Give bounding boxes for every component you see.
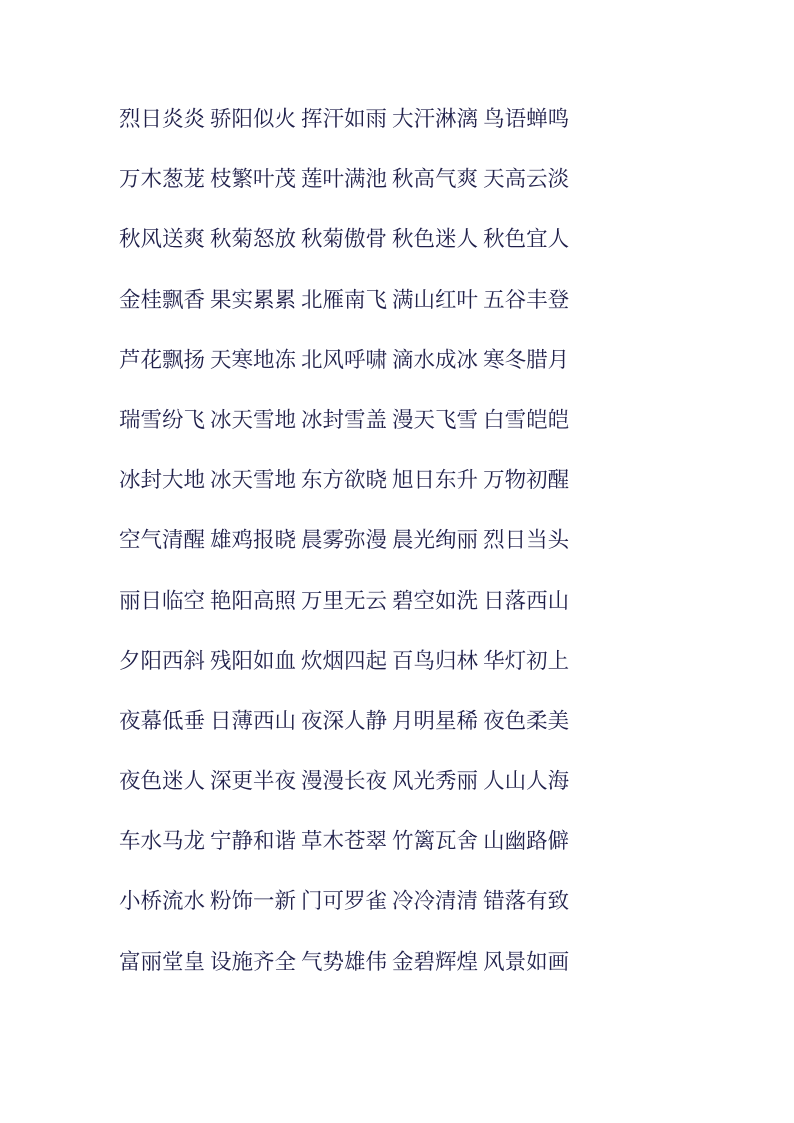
phrase: 万里无云 — [301, 588, 388, 614]
phrase: 气势雄伟 — [301, 949, 388, 975]
phrase: 设施齐全 — [210, 949, 297, 975]
phrase: 金桂飘香 — [119, 287, 206, 313]
phrase: 深更半夜 — [210, 769, 297, 795]
phrase: 车水马龙 — [119, 829, 206, 855]
phrase: 夜幕低垂 — [119, 708, 206, 734]
phrase-line — [119, 522, 719, 582]
phrase: 枝繁叶茂 — [210, 167, 297, 193]
phrase: 月明星稀 — [392, 708, 479, 734]
phrase: 冰天雪地 — [210, 468, 297, 494]
phrase: 粉饰一新 — [210, 889, 297, 915]
phrase: 富丽堂皇 — [119, 949, 206, 975]
phrase: 雄鸡报晓 — [210, 528, 297, 554]
phrase-line — [119, 823, 719, 883]
phrase: 骄阳似火 — [210, 107, 297, 132]
phrase-line — [119, 462, 719, 522]
phrase: 山幽路僻 — [483, 829, 570, 855]
phrase: 冰天雪地 — [210, 407, 297, 433]
phrase: 寒冬腊月 — [483, 347, 570, 373]
phrase: 艳阳高照 — [210, 588, 297, 614]
phrase: 风光秀丽 — [392, 769, 479, 795]
phrase-line — [119, 221, 719, 281]
phrase-line — [119, 883, 719, 943]
phrase: 莲叶满池 — [301, 167, 388, 193]
phrase-list — [119, 101, 719, 1004]
phrase-line — [119, 342, 719, 402]
phrase: 万物初醒 — [483, 468, 570, 494]
phrase: 秋菊傲骨 — [301, 227, 388, 253]
phrase: 风景如画 — [483, 949, 570, 975]
phrase: 夕阳西斜 — [119, 648, 206, 674]
phrase: 秋色迷人 — [392, 227, 479, 253]
phrase: 北风呼啸 — [301, 347, 388, 373]
phrase: 门可罗雀 — [301, 889, 388, 915]
phrase: 秋风送爽 — [119, 227, 206, 253]
phrase: 小桥流水 — [119, 889, 206, 915]
phrase: 天寒地冻 — [210, 347, 297, 373]
phrase: 秋色宜人 — [483, 227, 570, 253]
phrase: 夜色迷人 — [119, 769, 206, 795]
phrase: 北雁南飞 — [301, 287, 388, 313]
phrase: 冷冷清清 — [392, 889, 479, 915]
phrase: 挥汗如雨 — [301, 107, 388, 132]
phrase: 残阳如血 — [210, 648, 297, 674]
phrase: 瑞雪纷飞 — [119, 407, 206, 433]
phrase: 五谷丰登 — [483, 287, 570, 313]
phrase: 秋菊怒放 — [210, 227, 297, 253]
phrase: 丽日临空 — [119, 588, 206, 614]
phrase: 漫漫长夜 — [301, 769, 388, 795]
phrase: 金碧辉煌 — [392, 949, 479, 975]
phrase: 夜深人静 — [301, 708, 388, 734]
phrase: 夜色柔美 — [483, 708, 570, 734]
phrase: 满山红叶 — [392, 287, 479, 313]
phrase: 东方欲晓 — [301, 468, 388, 494]
phrase: 竹篱瓦舍 — [392, 829, 479, 855]
phrase: 草木苍翠 — [301, 829, 388, 855]
phrase: 大汗淋漓 — [392, 107, 479, 132]
phrase: 果实累累 — [210, 287, 297, 313]
phrase-line — [119, 703, 719, 763]
phrase: 碧空如洗 — [392, 588, 479, 614]
phrase: 天高云淡 — [483, 167, 570, 193]
phrase: 万木葱茏 — [119, 167, 206, 193]
phrase-line — [119, 282, 719, 342]
phrase: 秋高气爽 — [392, 167, 479, 193]
phrase: 烈日炎炎 — [119, 107, 206, 132]
phrase: 芦花飘扬 — [119, 347, 206, 373]
phrase: 滴水成冰 — [392, 347, 479, 373]
phrase: 人山人海 — [483, 769, 570, 795]
phrase-line — [119, 402, 719, 462]
phrase: 华灯初上 — [483, 648, 570, 674]
phrase: 晨雾弥漫 — [301, 528, 388, 554]
phrase: 晨光绚丽 — [392, 528, 479, 554]
phrase: 宁静和谐 — [210, 829, 297, 855]
phrase-line — [119, 763, 719, 823]
phrase: 错落有致 — [483, 889, 570, 915]
phrase: 百鸟归林 — [392, 648, 479, 674]
phrase: 烈日当头 — [483, 528, 570, 554]
phrase-line — [119, 944, 719, 1004]
phrase: 炊烟四起 — [301, 648, 388, 674]
phrase: 鸟语蝉鸣 — [483, 107, 570, 132]
phrase: 日落西山 — [483, 588, 570, 614]
phrase-line — [119, 161, 719, 221]
phrase-line — [119, 583, 719, 643]
phrase: 旭日东升 — [392, 468, 479, 494]
phrase-line — [119, 101, 719, 161]
phrase: 冰封雪盖 — [301, 407, 388, 433]
phrase: 冰封大地 — [119, 468, 206, 494]
phrase: 日薄西山 — [210, 708, 297, 734]
phrase-line — [119, 643, 719, 703]
phrase: 空气清醒 — [119, 528, 206, 554]
phrase: 漫天飞雪 — [392, 407, 479, 433]
phrase: 白雪皑皑 — [483, 407, 570, 433]
